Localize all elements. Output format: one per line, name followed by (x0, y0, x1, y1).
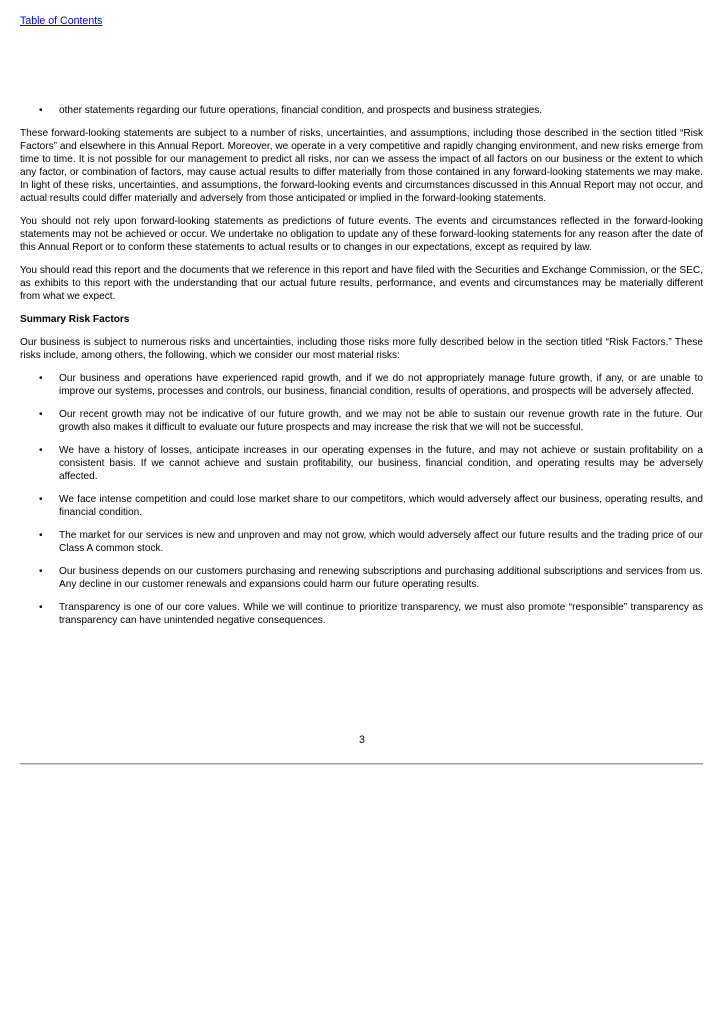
risk-bullet-text: Our recent growth may not be indicative of our future growth, and we may not be able to sustain our revenue growth rate in the future. Our growth also makes it difficult to evaluate our future prospects and may increase the risk that we will not be successful. (59, 409, 703, 433)
risk-bullet-text: Our business depends on our customers purchasing and renewing subscriptions and purchasing additional subscriptions and services from us. Any decline in our customer renewals and expansions could harm our future operating results. (59, 566, 703, 590)
paragraph-no-reliance: You should not rely upon forward-looking statements as predictions of future events. The events and circumstances reflected in the forward-looking statements may not be achieved or occur. We undertake no obligation to update any of these forward-looking statements for any reason after the date of this Annual Report or to conform these statements to actual results or to changes in our expectations, except as required by law. (20, 216, 703, 253)
risk-bullet-text: Our business and operations have experienced rapid growth, and if we do not appropriately manage future growth, if any, or are unable to improve our systems, processes and controls, our business, financial condition, results of operations, and prospects will be adversely affected. (59, 373, 703, 397)
summary-intro: Our business is subject to numerous risks and uncertainties, including those risks more fully described below in the section titled “Risk Factors.” These risks include, among others, the following, which we consider our most material risks: (20, 337, 703, 361)
risk-bullet (20, 565, 703, 591)
paragraph-read-report: You should read this report and the documents that we reference in this report and have filed with the Securities and Exchange Commission, or the SEC, as exhibits to this report with the understanding that our actual future results, performance, and events and circumstances may be materially different from what we expect. (20, 265, 703, 302)
bullet-icon: • (39, 494, 43, 505)
bullet-icon: • (39, 602, 43, 613)
risk-bullet (20, 372, 703, 398)
bullet-icon: • (39, 445, 43, 456)
risk-bullet (20, 408, 703, 434)
risk-bullet (20, 444, 703, 483)
risk-bullet (20, 529, 703, 555)
section-heading: Summary Risk Factors (20, 314, 130, 325)
intro-bullet-text: other statements regarding our future operations, financial condition, and prospects and business strategies. (59, 105, 543, 116)
risk-bullet (20, 493, 703, 519)
bullet-icon: • (39, 566, 43, 577)
bullet-icon: • (39, 409, 43, 420)
bullet-icon: • (39, 105, 43, 116)
bullet-icon: • (39, 373, 43, 384)
risk-bullet (20, 601, 703, 627)
page-divider (20, 763, 703, 764)
page-number: 3 (359, 734, 365, 746)
risk-bullet-text: Transparency is one of our core values. While we will continue to prioritize transparency, we must also promote “responsible” transparency as transparency can have unintended negative consequences. (59, 602, 703, 626)
document-body (20, 104, 703, 627)
risk-bullet-text: The market for our services is new and unproven and may not grow, which would adversely affect our future results and the trading price of our Class A common stock. (59, 530, 703, 554)
bullet-icon: • (39, 530, 43, 541)
risk-bullet-text: We face intense competition and could lose market share to our competitors, which would adversely affect our business, operating results, and financial condition. (59, 494, 703, 518)
table-of-contents-link[interactable]: Table of Contents (20, 15, 103, 27)
risk-bullet-text: We have a history of losses, anticipate increases in our operating expenses in the future, and may not achieve or sustain profitability on a consistent basis. If we cannot achieve and sustain profitability, our business, financial condition, and operating results may be adversely affected. (59, 445, 703, 482)
intro-bullet (20, 104, 703, 117)
paragraph-forward-looking-risks: These forward-looking statements are subject to a number of risks, uncertainties, and assumptions, including those described in the section titled “Risk Factors” and elsewhere in this Annual Report. Moreover, we operate in a very competitive and rapidly changing environment, and new risks emerge from time to time. It is not possible for our management to predict all risks, nor can we assess the impact of all factors on our business or the extent to which any factor, or combination of factors, may cause actual results to differ materially from those contained in any forward-looking statements we may make. In light of these risks, uncertainties, and assumptions, the forward-looking events and circumstances discussed in this Annual Report may not occur, and actual results could differ materially and adversely from those anticipated or implied in the forward-looking statements. (20, 128, 703, 204)
